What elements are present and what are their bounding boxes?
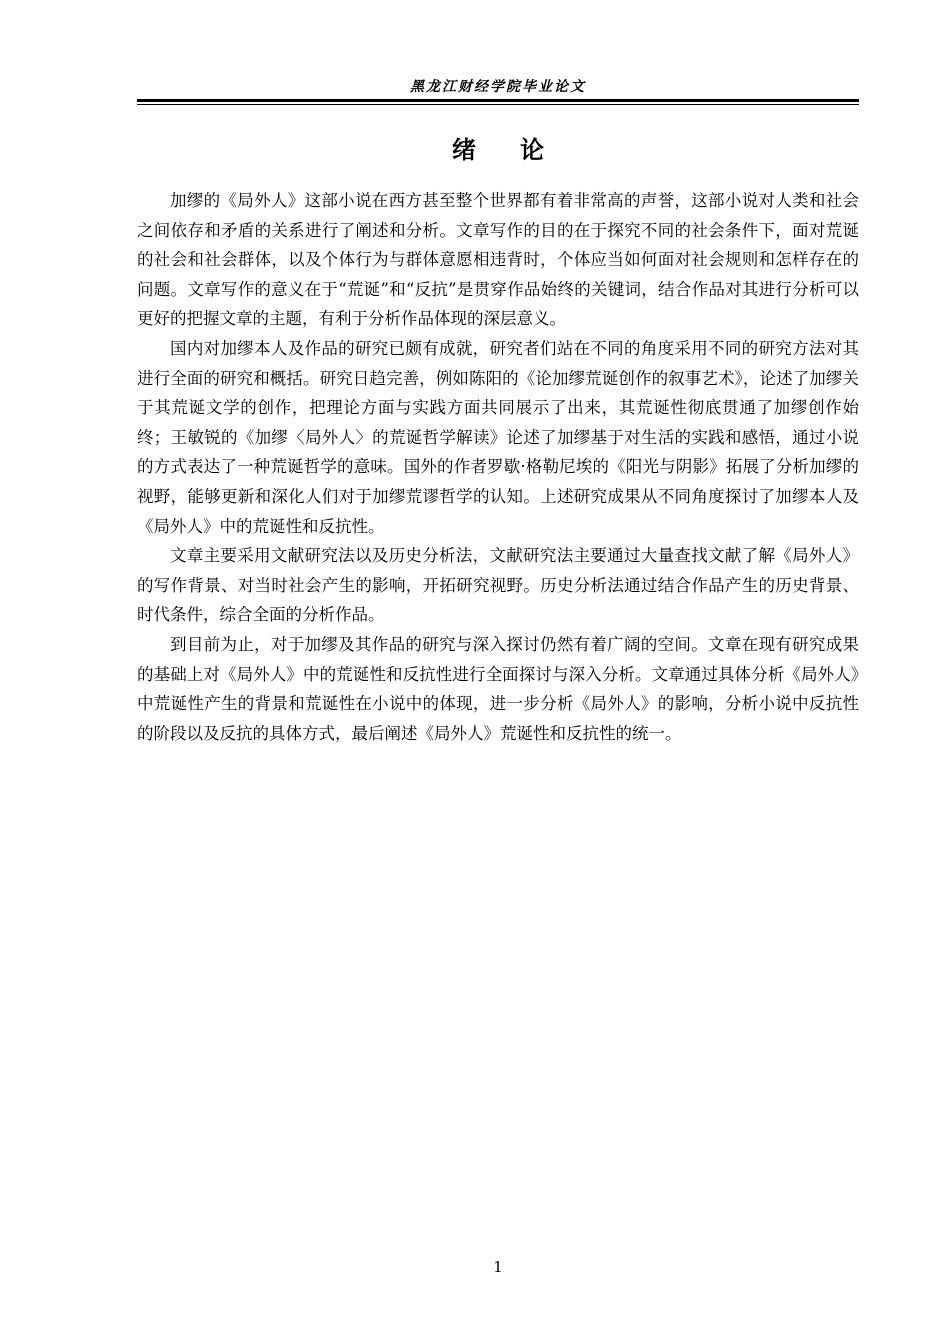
header-rule-thick <box>137 99 859 102</box>
body-text <box>137 186 859 748</box>
page-number: 1 <box>493 1258 503 1276</box>
chapter-title: 绪论 <box>452 135 588 164</box>
running-header-title: 黑龙江财经学院毕业论文 <box>410 79 586 95</box>
paragraph-3: 文章主要采用文献研究法以及历史分析法，文献研究法主要通过大量查找文献了解《局外人》的写作背景、对当时社会产生的影响，开拓研究视野。历史分析法通过结合作品产生的历史背景、时代条件，综合全面的分析作品。 <box>137 546 859 625</box>
paragraph-4: 到目前为止，对于加缪及其作品的研究与深入探讨仍然有着广阔的空间。文章在现有研究成果的基础上对《局外人》中的荒诞性和反抗性进行全面探讨与深入分析。文章通过具体分析《局外人》中荒诞性产生的背景和荒诞性在小说中的体现，进一步分析《局外人》的影响，分析小说中反抗性的阶段以及反抗的具体方式，最后阐述《局外人》荒诞性和反抗性的统一。 <box>137 634 859 743</box>
paragraph-1: 加缪的《局外人》这部小说在西方甚至整个世界都有着非常高的声誉，这部小说对人类和社会之间依存和矛盾的关系进行了阐述和分析。文章写作的目的在于探究不同的社会条件下，面对荒诞的社会和社会群体，以及个体行为与群体意愿相违背时，个体应当如何面对社会规则和怎样存在的问题。文章写作的意义在于“荒诞”和“反抗”是贯穿作品始终的关键词，结合作品对其进行分析可以更好的把握文章的主题，有利于分析作品体现的深层意义。 <box>137 191 859 329</box>
paragraph-2: 国内对加缪本人及作品的研究已颇有成就，研究者们站在不同的角度采用不同的研究方法对其进行全面的研究和概括。研究日趋完善，例如陈阳的《论加缪荒诞创作的叙事艺术》，论述了加缪关于其荒诞文学的创作，把理论方面与实践方面共同展示了出来，其荒诞性彻底贯通了加缪创作始终；王敏锐的《加缪〈局外人〉的荒诞哲学解读》论述了加缪基于对生活的实践和感悟，通过小说的方式表达了一种荒诞哲学的意味。国外的作者罗歇·格勒尼埃的《阳光与阴影》拓展了分析加缪的视野，能够更新和深化人们对于加缪荒谬哲学的认知。上述研究成果从不同角度探讨了加缪本人及《局外人》中的荒诞性和反抗性。 <box>137 338 859 536</box>
header-rule-thin <box>137 104 859 105</box>
